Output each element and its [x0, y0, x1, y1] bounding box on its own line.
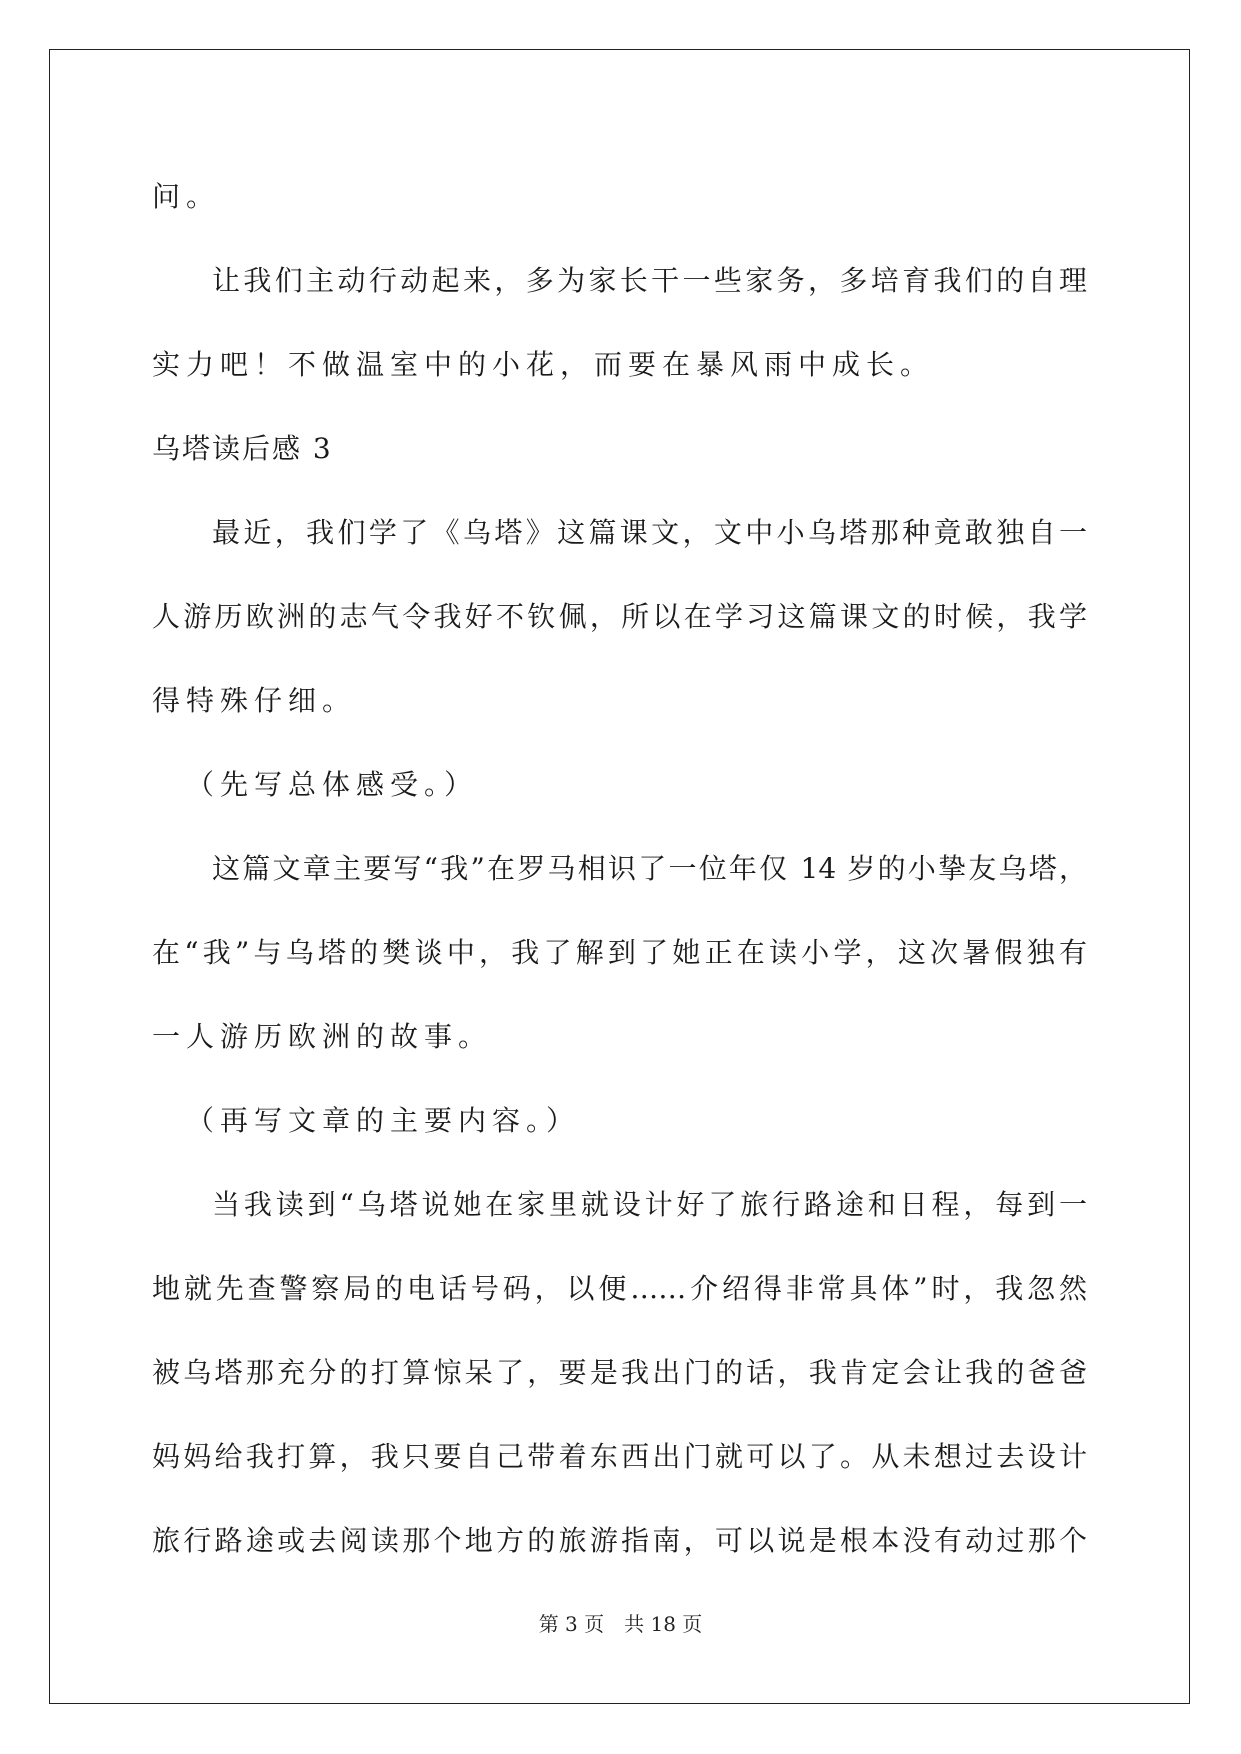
paragraph-line: （再写文章的主要内容。） — [186, 1104, 581, 1137]
section-heading: 乌塔读后感 3 — [152, 432, 333, 465]
paragraph-line: 旅行路途或去阅读那个地方的旅游指南，可以说是根本没有动过那个 — [152, 1524, 1087, 1557]
paragraph-line: 人游历欧洲的志气令我好不钦佩，所以在学习这篇课文的时候，我学 — [152, 600, 1087, 633]
paragraph-line: 这篇文章主要写“我”在罗马相识了一位年仅 14 岁的小挚友乌塔， — [212, 852, 1087, 885]
paragraph-line: 被乌塔那充分的打算惊呆了，要是我出门的话，我肯定会让我的爸爸 — [152, 1356, 1087, 1389]
paragraph-line: 实力吧！不做温室中的小花，而要在暴风雨中成长。 — [152, 348, 935, 381]
document-body — [152, 155, 1087, 1583]
paragraph-line: 妈妈给我打算，我只要自己带着东西出门就可以了。从未想过去设计 — [152, 1440, 1087, 1473]
paragraph-line: 最近，我们学了《乌塔》这篇课文，文中小乌塔那种竟敢独自一 — [212, 516, 1087, 549]
paragraph-line: 让我们主动行动起来，多为家长干一些家务，多培育我们的自理 — [212, 264, 1087, 297]
paragraph-line: （先写总体感受。） — [186, 768, 479, 801]
paragraph-line: 在“我”与乌塔的樊谈中，我了解到了她正在读小学，这次暑假独有 — [152, 936, 1087, 969]
paragraph-line: 一人游历欧洲的故事。 — [152, 1020, 493, 1053]
page-number-footer: 第 3 页 共 18 页 — [538, 1612, 703, 1636]
paragraph-line: 问。 — [152, 180, 221, 213]
paragraph-line: 当我读到“乌塔说她在家里就设计好了旅行路途和日程，每到一 — [212, 1188, 1087, 1221]
paragraph-line: 地就先查警察局的电话号码，以便……介绍得非常具体”时，我忽然 — [152, 1272, 1087, 1305]
paragraph-line: 得特殊仔细。 — [152, 684, 357, 717]
